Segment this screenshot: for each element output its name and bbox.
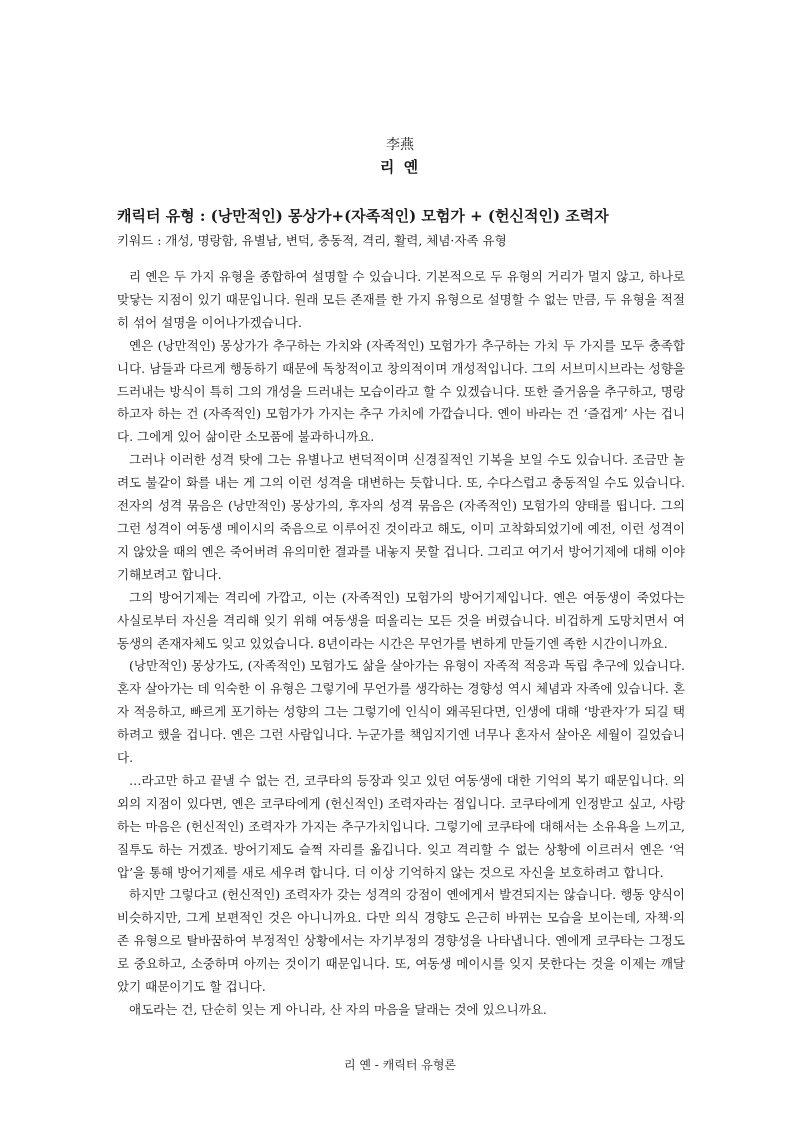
keywords-line: 키워드 : 개성, 명랑함, 유별남, 변덕, 충동적, 격리, 활력, 체념·자족 유형	[117, 233, 507, 248]
body-text	[117, 266, 685, 1022]
paragraph: …라고만 하고 끝낼 수 없는 건, 코쿠타의 등장과 잊고 있던 여동생에 대한 기억의 복기 때문입니다. 의외의 지점이 있다면, 옌은 코쿠타에게 (헌신적인) 조력자라는 점입니다. 코쿠타에게 인정받고 싶고, 사랑하는 마음은 (헌신적인) 조력자가 가지는 추구가치입니다. 그렇기에 코쿠타에 대해서는 소유욕을 느끼고, 질투도 하는 거겠죠. 방어기제도 슬쩍 자리를 옮깁니다. 잊고 격리할 수 없는 상황에 이르러서 옌은 ‘억압’을 통해 방어기제를 새로 세우려 합니다. 더 이상 기억하지 않는 것으로 자신을 보호하려고 합니다.	[117, 772, 685, 880]
page-footer: 리 옌 - 캐릭터 유형론	[343, 1058, 457, 1072]
paragraph: 하지만 그렇다고 (헌신적인) 조력자가 갖는 성격의 강점이 옌에게서 발견되지는 않습니다. 행동 양식이 비슷하지만, 그게 보편적인 것은 아니니까요. 다만 의식 경향도 은근히 바뀌는 모습을 보이는데, 자책·의존 유형으로 탈바꿈하여 부정적인 상황에서는 자기부정의 경향성을 나타냅니다. 옌에게 코쿠타는 그정도로 중요하고, 소중하며 아끼는 것이기 때문입니다. 또, 여동생 메이시를 잊지 못한다는 것을 이제는 깨달았기 때문이기도 할 겁니다.	[117, 887, 685, 995]
paragraph: 리 옌은 두 가지 유형을 종합하여 설명할 수 있습니다. 기본적으로 두 유형의 거리가 멀지 않고, 하나로 맞닿는 지점이 있기 때문입니다. 원래 모든 존재를 한 가지 유형으로 설명할 수 없는 만큼, 두 유형을 적절히 섞어 설명을 이어나가겠습니다.	[117, 269, 685, 330]
character-type-title: 캐릭터 유형 : (낭만적인) 몽상가+(자족적인) 모험가 + (헌신적인) 조력자	[117, 207, 609, 225]
paragraph: 애도라는 건, 단순히 잊는 게 아니라, 산 자의 마음을 달래는 것에 있으니까요.	[129, 1002, 547, 1017]
character-name: 리 옌	[379, 158, 421, 176]
hanja-name: 李燕	[386, 137, 414, 153]
paragraph: (낭만적인) 몽상가도, (자족적인) 모험가도 삶을 살아가는 유형이 자족적 적응과 독립 추구에 있습니다. 혼자 살아가는 데 익숙한 이 유형은 그렇기에 무언가를 생각하는 경향성 역시 체념과 자족에 있습니다. 혼자 적응하고, 빠르게 포기하는 성향의 그는 그렇기에 인식이 왜곡된다면, 인생에 대해 ‘방관자’가 되길 택하려고 했을 겁니다. 옌은 그런 사람입니다. 누군가를 책임지기엔 너무나 혼자서 살아온 세월이 길었습니다.	[117, 658, 685, 766]
paragraph: 그의 방어기제는 격리에 가깝고, 이는 (자족적인) 모험가의 방어기제입니다. 옌은 여동생이 죽었다는 사실로부터 자신을 격리해 잊기 위해 여동생을 떠올리는 모든 것을 버렸습니다. 비겁하게 도망치면서 여동생의 존재자체도 잊고 있었습니다. 8년이라는 시간은 무언가를 변하게 만들기엔 족한 시간이니까요.	[117, 589, 685, 651]
paragraph: 그러나 이러한 성격 탓에 그는 유별나고 변덕적이며 신경질적인 기복을 보일 수도 있습니다. 조금만 놀려도 불같이 화를 내는 게 그의 이런 성격을 대변하는 듯합니다. 또, 수다스럽고 충동적일 수도 있습니다. 전자의 성격 묶음은 (낭만적인) 몽상가의, 후자의 성격 묶음은 (자족적인) 모험가의 양태를 띱니다. 그의 그런 성격이 여동생 메이시의 죽음으로 이루어진 것이라고 해도, 이미 고착화되었기에 예전, 이런 성격이지 않았을 때의 옌은 죽어버려 유의미한 결과를 내놓지 못할 겁니다. 그리고 여기서 방어기제에 대해 이야기해보려고 합니다.	[117, 452, 685, 582]
paragraph: 옌은 (낭만적인) 몽상가가 추구하는 가치와 (자족적인) 모험가가 추구하는 가치 두 가지를 모두 충족합니다. 남들과 다르게 행동하기 때문에 독창적이고 창의적이며 개성적입니다. 그의 서브미시브라는 성향을 드러내는 방식이 특히 그의 개성을 드러내는 모습이라고 할 수 있겠습니다. 또한 즐거움을 추구하고, 명랑하고자 하는 건 (자족적인) 모험가가 가지는 추구 가치에 가깝습니다. 옌이 바라는 건 ‘즐겁게’ 사는 겁니다. 그에게 있어 삶이란 소모품에 불과하니까요.	[117, 337, 685, 445]
